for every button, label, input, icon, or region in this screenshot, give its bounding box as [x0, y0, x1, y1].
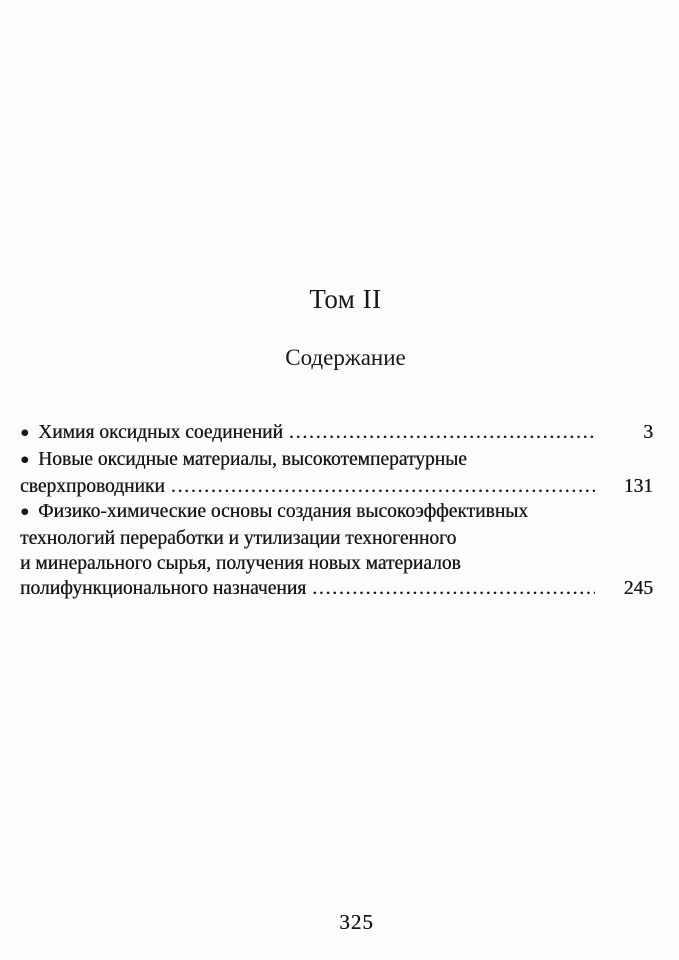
- volume-title: Том II: [309, 284, 382, 314]
- toc-entry-line: [20, 499, 653, 526]
- toc-entry-text: [20, 447, 467, 474]
- toc-entry-title-continued: полифункционального назначения: [20, 578, 307, 599]
- toc-entry-text: [20, 551, 461, 576]
- dot-leader: [171, 474, 595, 499]
- toc-entry-line: [20, 447, 653, 474]
- toc-entry-text: [20, 420, 283, 447]
- dot-leader: [312, 576, 595, 601]
- contents-heading: Содержание: [285, 345, 406, 370]
- page-number: 325: [339, 910, 374, 934]
- toc-entry-text: [20, 499, 528, 526]
- toc-entry-text: [20, 526, 456, 551]
- toc-entry-title: Химия оксидных соединений: [38, 422, 283, 443]
- toc-page-number: 131: [623, 476, 653, 497]
- toc-entry-title-continued: и минерального сырья, получения новых материалов: [20, 553, 461, 574]
- toc-entry-line: [20, 420, 653, 447]
- toc-entry-line: [20, 474, 653, 499]
- toc-entry-title: Физико-химические основы создания высокоэффективных: [38, 501, 528, 522]
- toc-entry-new-oxide-materials: [20, 447, 653, 499]
- toc-entry-title-continued: сверхпроводники: [20, 476, 165, 497]
- toc-entry-text: [20, 576, 306, 601]
- dot-leader: [289, 420, 595, 445]
- table-of-contents: [20, 420, 653, 601]
- toc-entry-line: [20, 551, 653, 576]
- toc-page-number: 245: [623, 578, 653, 599]
- bullet-icon: ●: [20, 504, 30, 520]
- toc-entry-chemistry-of-oxides: [20, 420, 653, 447]
- bullet-icon: ●: [20, 425, 30, 441]
- toc-entry-text: [20, 474, 165, 499]
- toc-entry-line: [20, 576, 653, 601]
- toc-entry-title: Новые оксидные материалы, высокотемпературные: [38, 449, 467, 470]
- toc-entry-title-continued: технологий переработки и утилизации техногенного: [20, 528, 457, 549]
- bullet-icon: ●: [20, 452, 30, 468]
- toc-entry-line: [20, 526, 653, 551]
- toc-entry-physico-chemical-foundations: [20, 499, 653, 601]
- toc-page-number: 3: [643, 422, 653, 443]
